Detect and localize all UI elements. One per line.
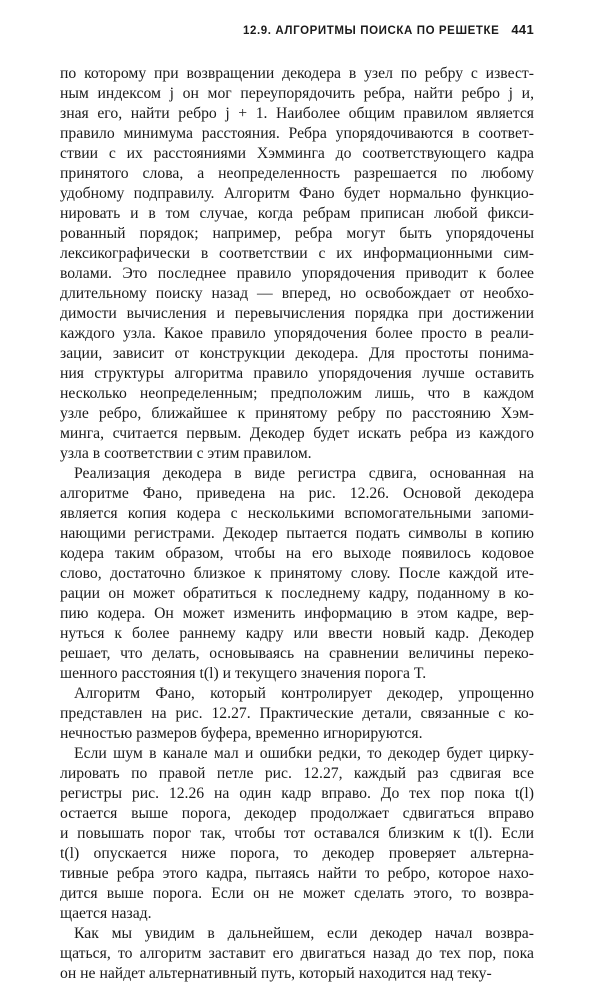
text-line: Алгоритм Фано, который контролирует декодер, упрощенно [74, 685, 534, 702]
paragraph [60, 744, 534, 924]
text-line: Как мы увидим в дальнейшем, если декодер начал возвра- [74, 925, 534, 942]
text-line: зации, зависит от конструкции декодера. Для простоты понима- [60, 345, 534, 362]
text-line: Реализация декодера в виде регистра сдвига, основанная на [74, 465, 534, 482]
paragraph [60, 684, 534, 744]
paragraph [60, 924, 534, 984]
text-line: ствии с их расстояниями Хэмминга до соответствующего кадра [60, 145, 534, 162]
text-line: димости вычисления и перевычисления порядка при достижении [60, 305, 534, 322]
text-line: дится выше порога. Если он не может сделать этого, то возвра- [60, 885, 534, 902]
text-line: лексикографически в соответствии с их информационными сим- [60, 245, 534, 262]
text-line: узла в соответствии с этим правилом. [60, 445, 312, 462]
text-line: кодера таким образом, чтобы на его выходе появилось кодовое [60, 545, 534, 562]
text-line: зная его, найти ребро j + 1. Наиболее общим правилом является [60, 105, 534, 122]
text-line: щается назад. [60, 905, 152, 922]
text-line: Если шум в канале мал и ошибки редки, то декодер будет цирку- [74, 745, 534, 762]
paragraph [60, 464, 534, 684]
text-line: щаться, то алгоритм заставит его двигаться назад до тех пор, пока [60, 945, 534, 962]
text-line: и повышать порог так, чтобы тот оставался близким к t(l). Если [60, 825, 534, 842]
text-line: правило минимума расстояния. Ребра упорядочиваются в соответ- [60, 125, 534, 142]
text-line: волами. Это последнее правило упорядочения приводит к более [60, 265, 534, 282]
text-line: минга, считается первым. Декодер будет искать ребра из каждого [60, 425, 534, 442]
text-line: удобному подправилу. Алгоритм Фано будет нормально функцио- [60, 185, 534, 202]
text-line: алгоритме Фано, приведена на рис. 12.26. Основой декодера [60, 485, 534, 502]
text-line: принятого слова, а неопределенность разрешается по любому [60, 165, 534, 182]
text-line: рации он может обратиться к последнему кадру, поданному в ко- [60, 585, 534, 602]
text-line: несколько неопределенным; предположим лишь, что в каждом [60, 385, 534, 402]
text-line: нечностью размеров буфера, временно игнорируются. [60, 725, 423, 742]
text-line: является копия кодера с несколькими вспомогательными запоми- [60, 505, 534, 522]
text-line: пию кодера. Он может изменить информацию в этом кадре, вер- [60, 605, 534, 622]
paragraph [60, 64, 534, 464]
text-line: лировать по правой петле рис. 12.27, каждый раз сдвигая все [60, 765, 534, 782]
text-line: регистры рис. 12.26 на один кадр вправо. До тех пор пока t(l) [60, 785, 534, 802]
text-line: t(l) опускается ниже порога, то декодер проверяет альтерна- [60, 845, 534, 862]
body-text [60, 64, 534, 984]
text-line: нающими регистрами. Декодер пытается подать символы в копию [60, 525, 534, 542]
text-line: представлен на рис. 12.27. Практические детали, связанные с ко- [60, 705, 534, 722]
text-line: слово, достаточно близкое к принятому слову. После каждой ите- [60, 565, 534, 582]
text-line: ным индексом j он мог переупорядочить ребра, найти ребро j и, [60, 85, 534, 102]
text-line: остается выше порога, декодер продолжает сдвигаться вправо [60, 805, 534, 822]
text-line: рованный порядок; например, ребра могут быть упорядочены [60, 225, 534, 242]
text-line: узле ребро, ближайшее к принятому ребру по расстоянию Хэм- [60, 405, 534, 422]
text-line: каждого узла. Какое правило упорядочения более просто в реали- [60, 325, 534, 342]
text-line: нировать и в том случае, когда ребрам приписан любой фикси- [60, 205, 534, 222]
text-line: по которому при возвращении декодера в узел по ребру с извест- [60, 65, 534, 82]
section-title: 12.9. АЛГОРИТМЫ ПОИСКА ПО РЕШЕТКЕ [243, 25, 500, 37]
running-header [60, 22, 534, 37]
text-line: решает, что делать, основываясь на сравнении величины переко- [60, 645, 534, 662]
page-number: 441 [511, 22, 534, 37]
text-line: нуться к более раннему кадру или ввести новый кадр. Декодер [60, 625, 534, 642]
text-line: ния структуры алгоритма правило упорядочения лучше оставить [60, 365, 534, 382]
text-line: длительному поиску назад — вперед, но освобождает от необхо- [60, 285, 534, 302]
text-line: шенного расстояния t(l) и текущего значения порога T. [60, 665, 427, 682]
text-line: он не найдет альтернативный путь, который находится над теку- [60, 965, 492, 982]
text-line: тивные ребра этого кадра, пытаясь найти то ребро, которое нахо- [60, 865, 534, 882]
